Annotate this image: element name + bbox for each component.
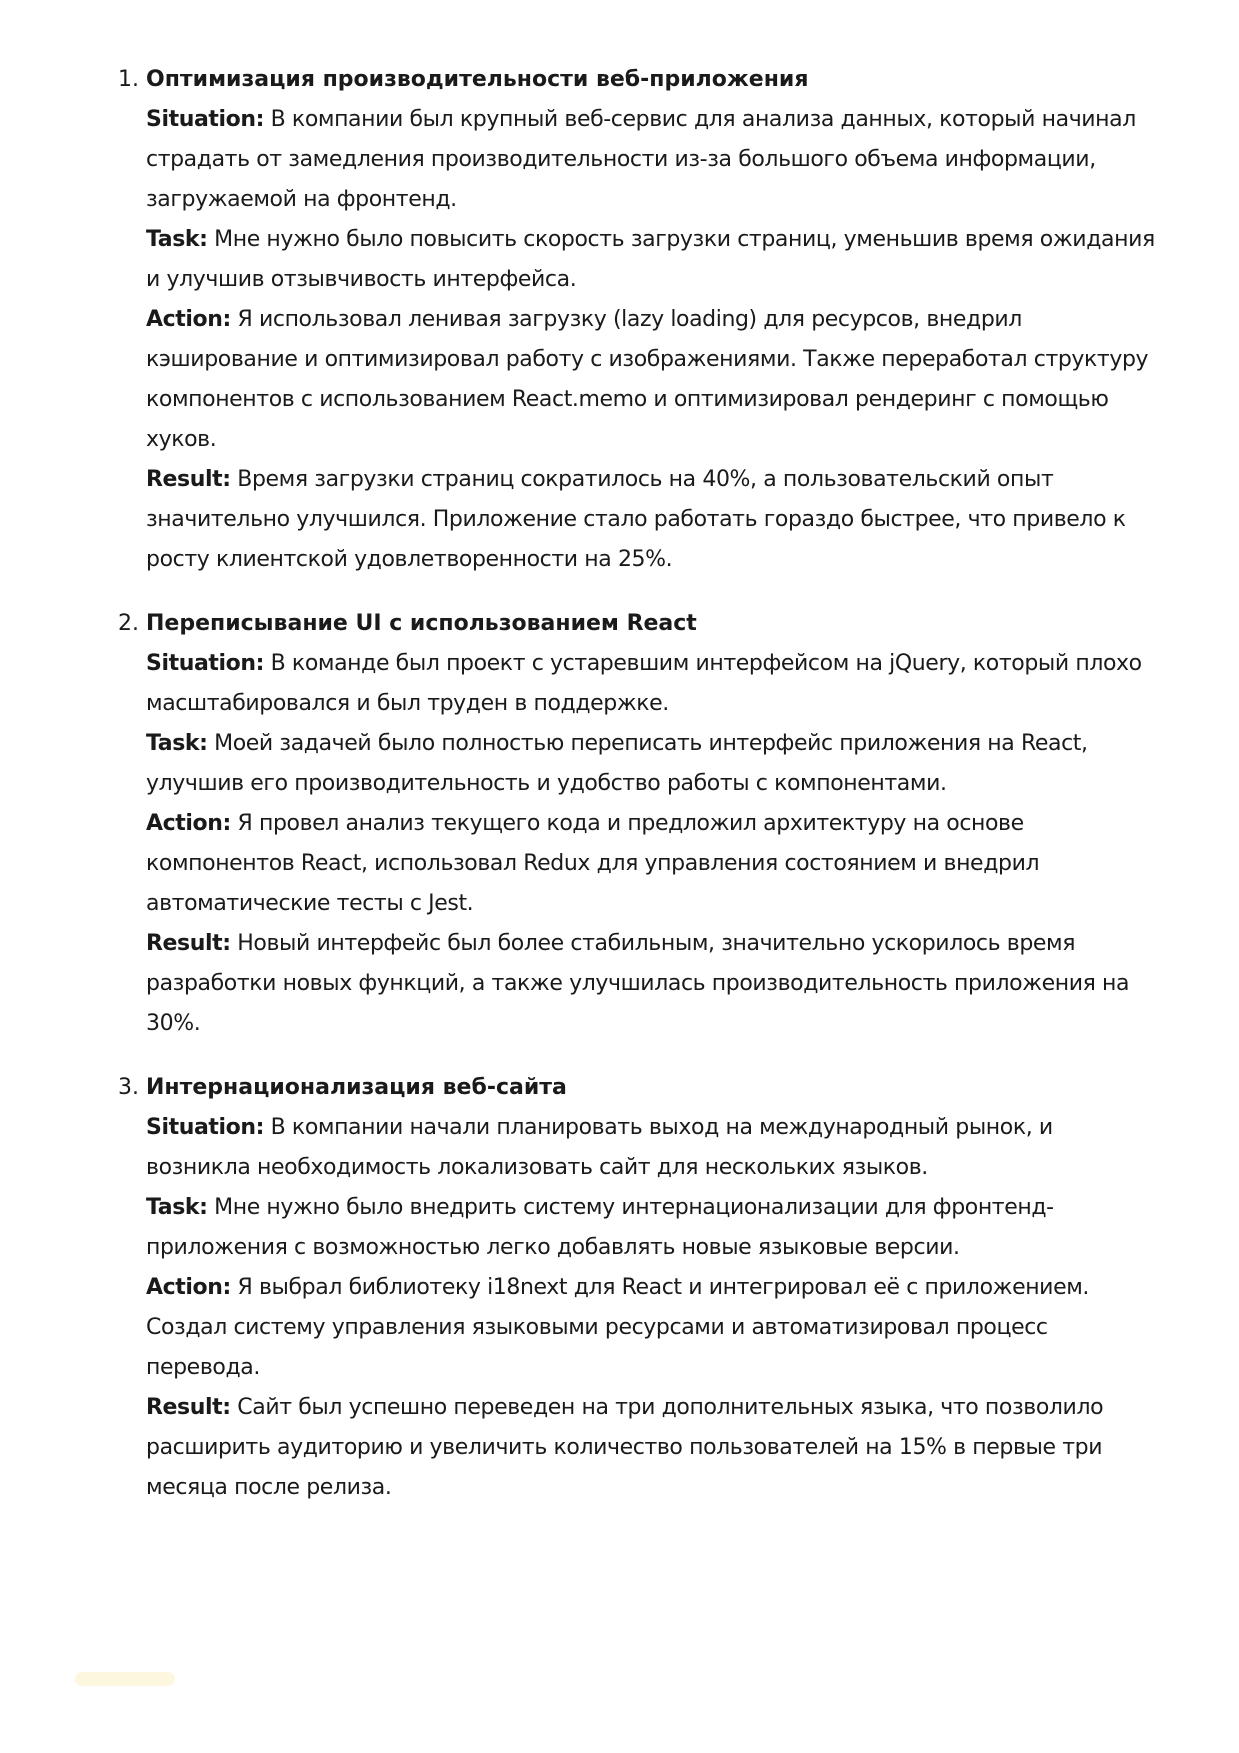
situation-label: Situation:: [146, 107, 265, 132]
task-text: Мне нужно было повысить скорость загрузки страниц, уменьшив время ожидания и улучшив отзывчивость интерфейса.: [146, 227, 1155, 292]
item-number: 1.: [118, 67, 139, 92]
action-paragraph: [146, 300, 1158, 460]
item-title: Оптимизация производительности веб-приложения: [146, 67, 809, 92]
action-text: Я выбрал библиотеку i18next для React и интегрировал её с приложением. Создал систему управления языковыми ресурсами и автоматизировал процесс перевода.: [146, 1275, 1090, 1380]
action-label: Action:: [146, 307, 231, 332]
scan-smudge: [75, 1672, 175, 1686]
item-title: Переписывание UI с использованием React: [146, 611, 697, 636]
result-label: Result:: [146, 467, 231, 492]
situation-paragraph: [146, 100, 1158, 220]
list-item: [118, 1068, 1158, 1508]
situation-label: Situation:: [146, 1115, 265, 1140]
action-text: Я провел анализ текущего кода и предложил архитектуру на основе компонентов React, использовал Redux для управления состоянием и внедрил автоматические тесты с Jest.: [146, 811, 1040, 916]
action-label: Action:: [146, 811, 231, 836]
result-paragraph: [146, 1388, 1158, 1508]
task-label: Task:: [146, 731, 208, 756]
result-text: Сайт был успешно переведен на три дополнительных языка, что позволило расширить аудиторию и увеличить количество пользователей на 15% в первые три месяца после релиза.: [146, 1395, 1104, 1500]
result-paragraph: [146, 460, 1158, 580]
result-text: Время загрузки страниц сократилось на 40%, а пользовательский опыт значительно улучшился. Приложение стало работать гораздо быстрее, что привело к росту клиентской удовлетворенности на 25%.: [146, 467, 1126, 572]
action-paragraph: [146, 804, 1158, 924]
result-paragraph: [146, 924, 1158, 1044]
action-label: Action:: [146, 1275, 231, 1300]
item-title: Интернационализация веб-сайта: [146, 1075, 567, 1100]
task-paragraph: [146, 724, 1158, 804]
situation-label: Situation:: [146, 651, 265, 676]
task-text: Мне нужно было внедрить систему интернационализации для фронтенд-приложения с возможностью легко добавлять новые языковые версии.: [146, 1195, 1054, 1260]
list-item: [118, 60, 1158, 580]
situation-text: В команде был проект с устаревшим интерфейсом на jQuery, который плохо масштабировался и был труден в поддержке.: [146, 651, 1142, 716]
situation-paragraph: [146, 1108, 1158, 1188]
result-label: Result:: [146, 1395, 231, 1420]
situation-paragraph: [146, 644, 1158, 724]
item-number: 3.: [118, 1075, 139, 1100]
task-label: Task:: [146, 227, 208, 252]
situation-text: В компании начали планировать выход на международный рынок, и возникла необходимость локализовать сайт для нескольких языков.: [146, 1115, 1053, 1180]
document-body: [118, 60, 1158, 1532]
task-paragraph: [146, 1188, 1158, 1268]
result-label: Result:: [146, 931, 231, 956]
action-paragraph: [146, 1268, 1158, 1388]
task-paragraph: [146, 220, 1158, 300]
situation-text: В компании был крупный веб-сервис для анализа данных, который начинал страдать от замедления производительности из-за большого объема информации, загружаемой на фронтенд.: [146, 107, 1136, 212]
result-text: Новый интерфейс был более стабильным, значительно ускорилось время разработки новых функций, а также улучшилась производительность приложения на 30%.: [146, 931, 1130, 1036]
item-number: 2.: [118, 611, 139, 636]
list-item: [118, 604, 1158, 1044]
task-text: Моей задачей было полностью переписать интерфейс приложения на React, улучшив его производительность и удобство работы с компонентами.: [146, 731, 1088, 796]
task-label: Task:: [146, 1195, 208, 1220]
action-text: Я использовал ленивая загрузку (lazy loading) для ресурсов, внедрил кэширование и оптимизировал работу с изображениями. Также переработал структуру компонентов с использованием React.memo и оптимизировал рендеринг с помощью хуков.: [146, 307, 1149, 452]
